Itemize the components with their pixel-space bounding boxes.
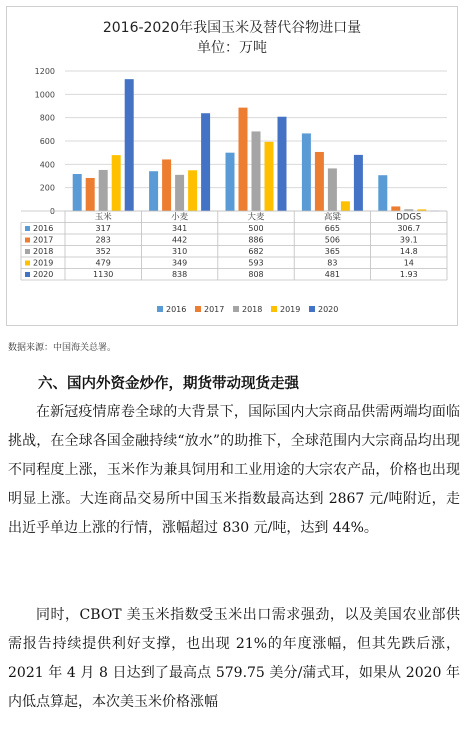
- table-legend-key: [25, 249, 30, 254]
- bar-2018-3: [328, 168, 337, 211]
- legend-label: 2017: [204, 305, 225, 314]
- y-tick-label: 600: [39, 137, 55, 146]
- bar-chart: [7, 7, 457, 325]
- data-label: 14.8: [399, 247, 418, 256]
- data-label: 593: [248, 258, 264, 268]
- data-label: 341: [171, 224, 188, 233]
- table-legend-key: [25, 226, 30, 231]
- data-label: 310: [171, 247, 188, 256]
- legend-swatch: [233, 306, 239, 312]
- paragraph-2: 同时，CBOT 美玉米指数受玉米出口需求强劲，以及美国农业部供需报告持续提供利好支撑，也出现 21%的年度涨幅，但其先跌后涨，2021 年 4 月 8 日达到了最高点 579.75 美分/蒲式耳，如果从 2020 年内低点算起，本次美玉米价格涨幅: [8, 607, 460, 710]
- bar-2016-2: [226, 153, 235, 211]
- bar-2019-2: [265, 142, 274, 211]
- table-series-name: 2016: [33, 224, 54, 233]
- data-label: 1.93: [399, 270, 418, 279]
- legend-swatch: [157, 306, 163, 312]
- bar-2018-1: [175, 175, 184, 211]
- y-tick-label: 1000: [34, 90, 55, 100]
- bar-2019-0: [112, 155, 121, 211]
- bar-2016-1: [149, 171, 158, 211]
- data-label: 306.7: [397, 224, 421, 233]
- x-tick-label: DDGS: [396, 212, 422, 223]
- bar-2016-0: [73, 174, 82, 211]
- paragraph-1: 在新冠疫情席卷全球的大背景下，国际国内大宗商品供需两端均面临挑战，在全球各国金融持续“放水”的助推下，全球范围内大宗商品均出现不同程度上涨，玉米作为兼具饲用和工业用途的大宗农产品，价格也出现明显上涨。大连商品交易所中国玉米指数最高达到 2867 元/吨附近，走出近乎单边上涨的行情，涨幅超过 830 元/吨，达到 44%。: [8, 404, 460, 536]
- bar-2017-2: [239, 108, 248, 211]
- data-label: 83: [327, 258, 338, 268]
- legend-label: 2020: [318, 305, 339, 314]
- bar-2018-0: [99, 170, 108, 211]
- data-label: 886: [248, 235, 264, 245]
- data-label: 479: [95, 258, 111, 268]
- data-label: 838: [171, 270, 188, 279]
- y-tick-label: 400: [39, 160, 55, 170]
- bar-2020-1: [201, 113, 210, 211]
- legend-label: 2016: [166, 305, 187, 314]
- data-label: 481: [324, 270, 341, 279]
- data-label: 14: [403, 258, 414, 268]
- data-label: 349: [171, 258, 188, 268]
- x-tick-label: 大麦: [247, 212, 265, 223]
- bar-2017-0: [86, 178, 95, 211]
- table-legend-key: [25, 261, 30, 266]
- table-series-name: 2019: [33, 258, 54, 268]
- data-label: 506: [324, 235, 341, 245]
- data-label: 39.1: [399, 235, 418, 245]
- legend-swatch: [195, 306, 201, 312]
- table-series-name: 2018: [33, 247, 54, 256]
- legend-swatch: [309, 306, 315, 312]
- legend-swatch: [271, 306, 277, 312]
- chart-container: [6, 6, 458, 326]
- data-label: 352: [95, 247, 111, 256]
- data-label: 1130: [93, 270, 114, 279]
- y-tick-label: 800: [39, 113, 55, 123]
- table-series-name: 2020: [33, 270, 54, 279]
- y-tick-label: 1200: [34, 67, 55, 76]
- bar-2017-4: [391, 206, 400, 211]
- bar-2019-3: [341, 201, 350, 211]
- y-tick-label: 200: [39, 183, 55, 193]
- bar-2020-3: [354, 155, 363, 211]
- bar-2016-3: [302, 133, 311, 211]
- data-label: 283: [95, 235, 111, 245]
- bar-2017-1: [162, 159, 171, 211]
- bar-2016-4: [378, 175, 387, 211]
- table-legend-key: [25, 238, 30, 243]
- x-tick-label: 玉米: [94, 212, 112, 223]
- data-label: 317: [95, 224, 111, 233]
- table-series-name: 2017: [33, 235, 54, 245]
- data-label: 500: [248, 224, 264, 233]
- bar-2018-2: [252, 131, 261, 211]
- data-label: 665: [324, 224, 341, 233]
- legend-label: 2019: [280, 305, 301, 314]
- bar-2020-0: [125, 79, 134, 211]
- bar-2019-1: [188, 170, 197, 211]
- data-label: 682: [248, 247, 264, 256]
- data-label: 808: [248, 270, 264, 279]
- y-tick-label: 0: [49, 207, 55, 216]
- x-tick-label: 小麦: [171, 212, 189, 223]
- bar-2020-2: [278, 117, 287, 211]
- table-legend-key: [25, 272, 30, 277]
- chart-title: 2016-2020年我国玉米及替代谷物进口量: [102, 20, 362, 36]
- legend-label: 2018: [242, 305, 263, 314]
- data-label: 365: [324, 247, 341, 256]
- x-tick-label: 高粱: [323, 212, 341, 223]
- data-source-note: 数据来源：中国海关总署。: [8, 343, 117, 353]
- data-label: 442: [171, 235, 188, 245]
- chart-subtitle: 单位：万吨: [197, 40, 267, 56]
- bar-2017-3: [315, 152, 324, 211]
- section-heading: 六、国内外资金炒作，期货带动现货走强: [38, 375, 299, 392]
